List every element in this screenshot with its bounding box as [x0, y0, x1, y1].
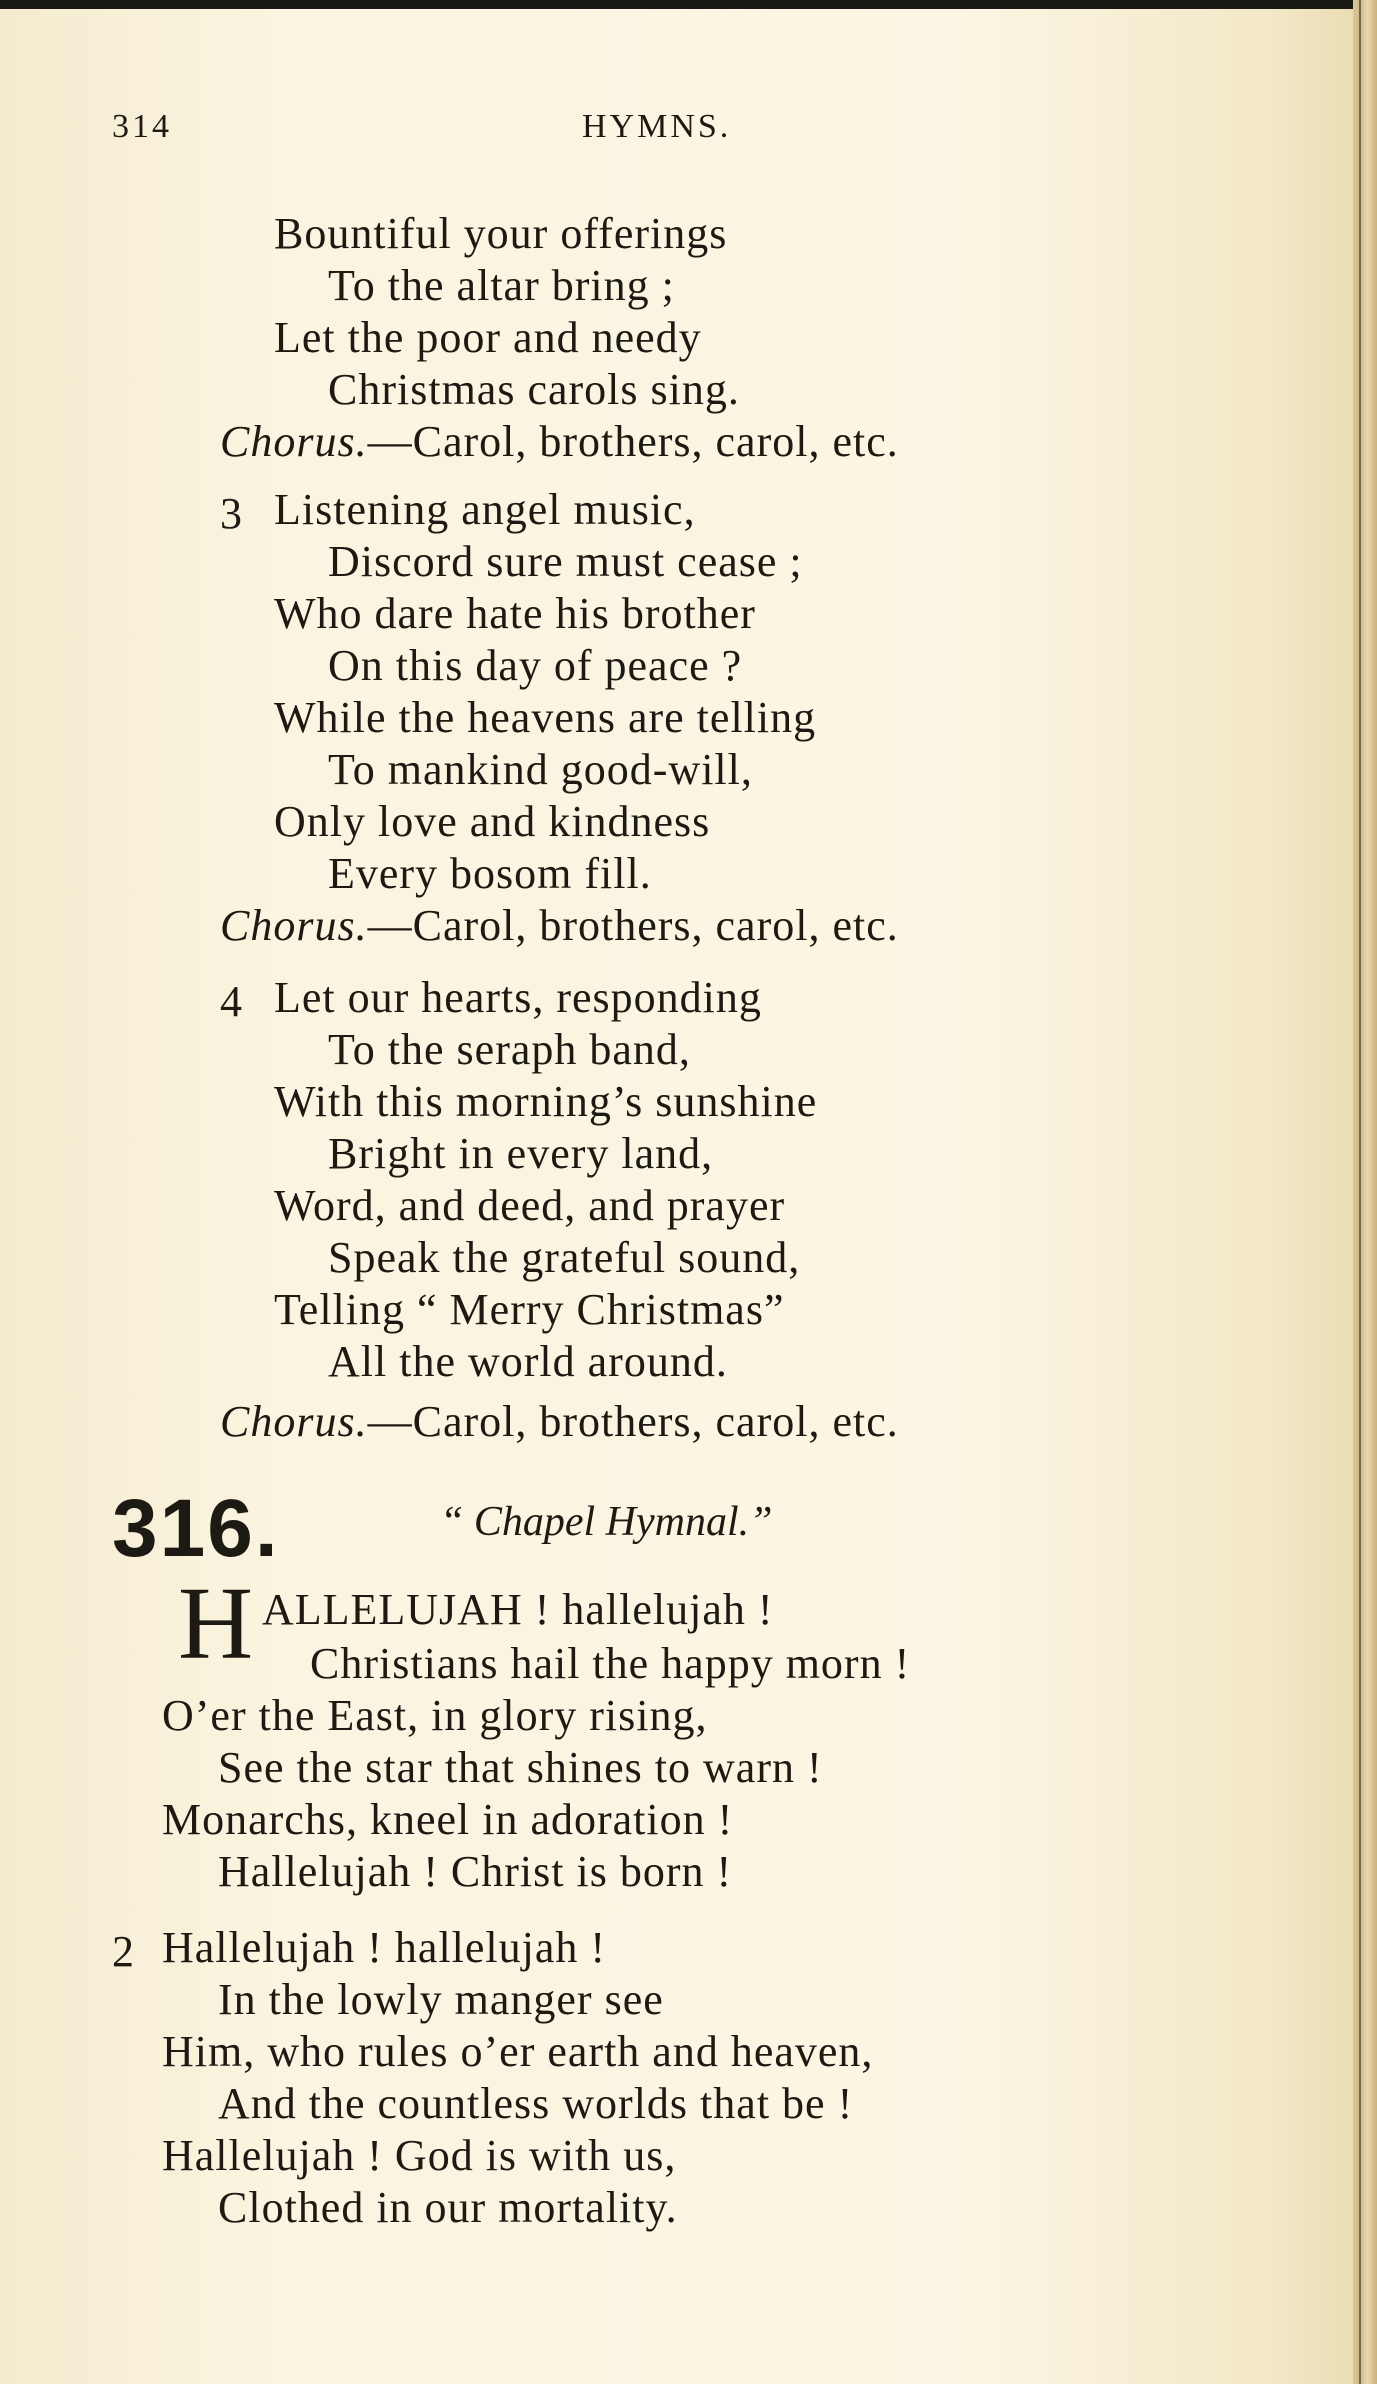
- verse-line: Clothed in our mortality.: [218, 2183, 678, 2232]
- running-title: HYMNS.: [582, 108, 732, 145]
- verse-line: Monarchs, kneel in adoration !: [162, 1795, 734, 1844]
- verse-line: With this morning’s sunshine: [274, 1077, 818, 1126]
- verse-line: Discord sure must cease ;: [328, 537, 803, 586]
- verse-line: Who dare hate his brother: [274, 589, 756, 638]
- page-top-border: [0, 0, 1377, 9]
- verse-line: Telling “ Merry Christmas”: [274, 1285, 785, 1334]
- verse-line: All the world around.: [328, 1337, 728, 1386]
- verse-line: On this day of peace ?: [328, 641, 743, 690]
- hymn-number: 316.: [112, 1483, 280, 1574]
- page-binding-edge: [1353, 0, 1377, 2384]
- verse-line: Only love and kindness: [274, 797, 711, 846]
- verse-line: Let our hearts, responding: [274, 973, 762, 1022]
- hymn-source: “ Chapel Hymnal.”: [440, 1499, 773, 1545]
- chorus-label: Chorus.: [220, 1397, 368, 1446]
- verse-line: O’er the East, in glory rising,: [162, 1691, 708, 1740]
- verse-line: Him, who rules o’er earth and heaven,: [162, 2027, 874, 2076]
- chorus-line: [220, 1397, 899, 1446]
- verse-line: Hallelujah ! hallelujah !: [162, 1923, 607, 1972]
- chorus-text: —Carol, brothers, carol, etc.: [367, 901, 899, 950]
- stanza-number: 3: [220, 489, 242, 538]
- verse-line: And the countless worlds that be !: [218, 2079, 854, 2128]
- verse-line: To the altar bring ;: [328, 261, 675, 310]
- chorus-text: —Carol, brothers, carol, etc.: [367, 1397, 899, 1446]
- verse-line: Christmas carols sing.: [328, 365, 740, 414]
- verse-line: Listening angel music,: [274, 485, 696, 534]
- verse-line: Word, and deed, and prayer: [274, 1181, 786, 1230]
- verse-line: Let the poor and needy: [274, 313, 702, 362]
- chorus-text: —Carol, brothers, carol, etc.: [367, 417, 899, 466]
- chorus-line: [220, 901, 899, 950]
- verse-line: Hallelujah ! God is with us,: [162, 2131, 677, 2180]
- drop-cap: H: [178, 1566, 254, 1681]
- verse-line: Speak the grateful sound,: [328, 1233, 801, 1282]
- stanza-number: 2: [112, 1927, 134, 1976]
- verse-line: Christians hail the happy morn !: [310, 1639, 911, 1688]
- verse-line: To the seraph band,: [328, 1025, 691, 1074]
- verse-line: Hallelujah ! Christ is born !: [218, 1847, 733, 1896]
- chorus-label: Chorus.: [220, 417, 368, 466]
- chorus-line: [220, 417, 899, 466]
- verse-line: Bright in every land,: [328, 1129, 714, 1178]
- verse-line: See the star that shines to warn !: [218, 1743, 823, 1792]
- chorus-label: Chorus.: [220, 901, 368, 950]
- verse-line: While the heavens are telling: [274, 693, 817, 742]
- stanza-number: 4: [220, 977, 242, 1026]
- verse-line: Every bosom fill.: [328, 849, 652, 898]
- verse-line: In the lowly manger see: [218, 1975, 664, 2024]
- verse-line: ALLELUJAH ! hallelujah !: [262, 1585, 774, 1634]
- verse-line: To mankind good-will,: [328, 745, 753, 794]
- page-number: 314: [112, 108, 172, 145]
- verse-line: Bountiful your offerings: [274, 209, 728, 258]
